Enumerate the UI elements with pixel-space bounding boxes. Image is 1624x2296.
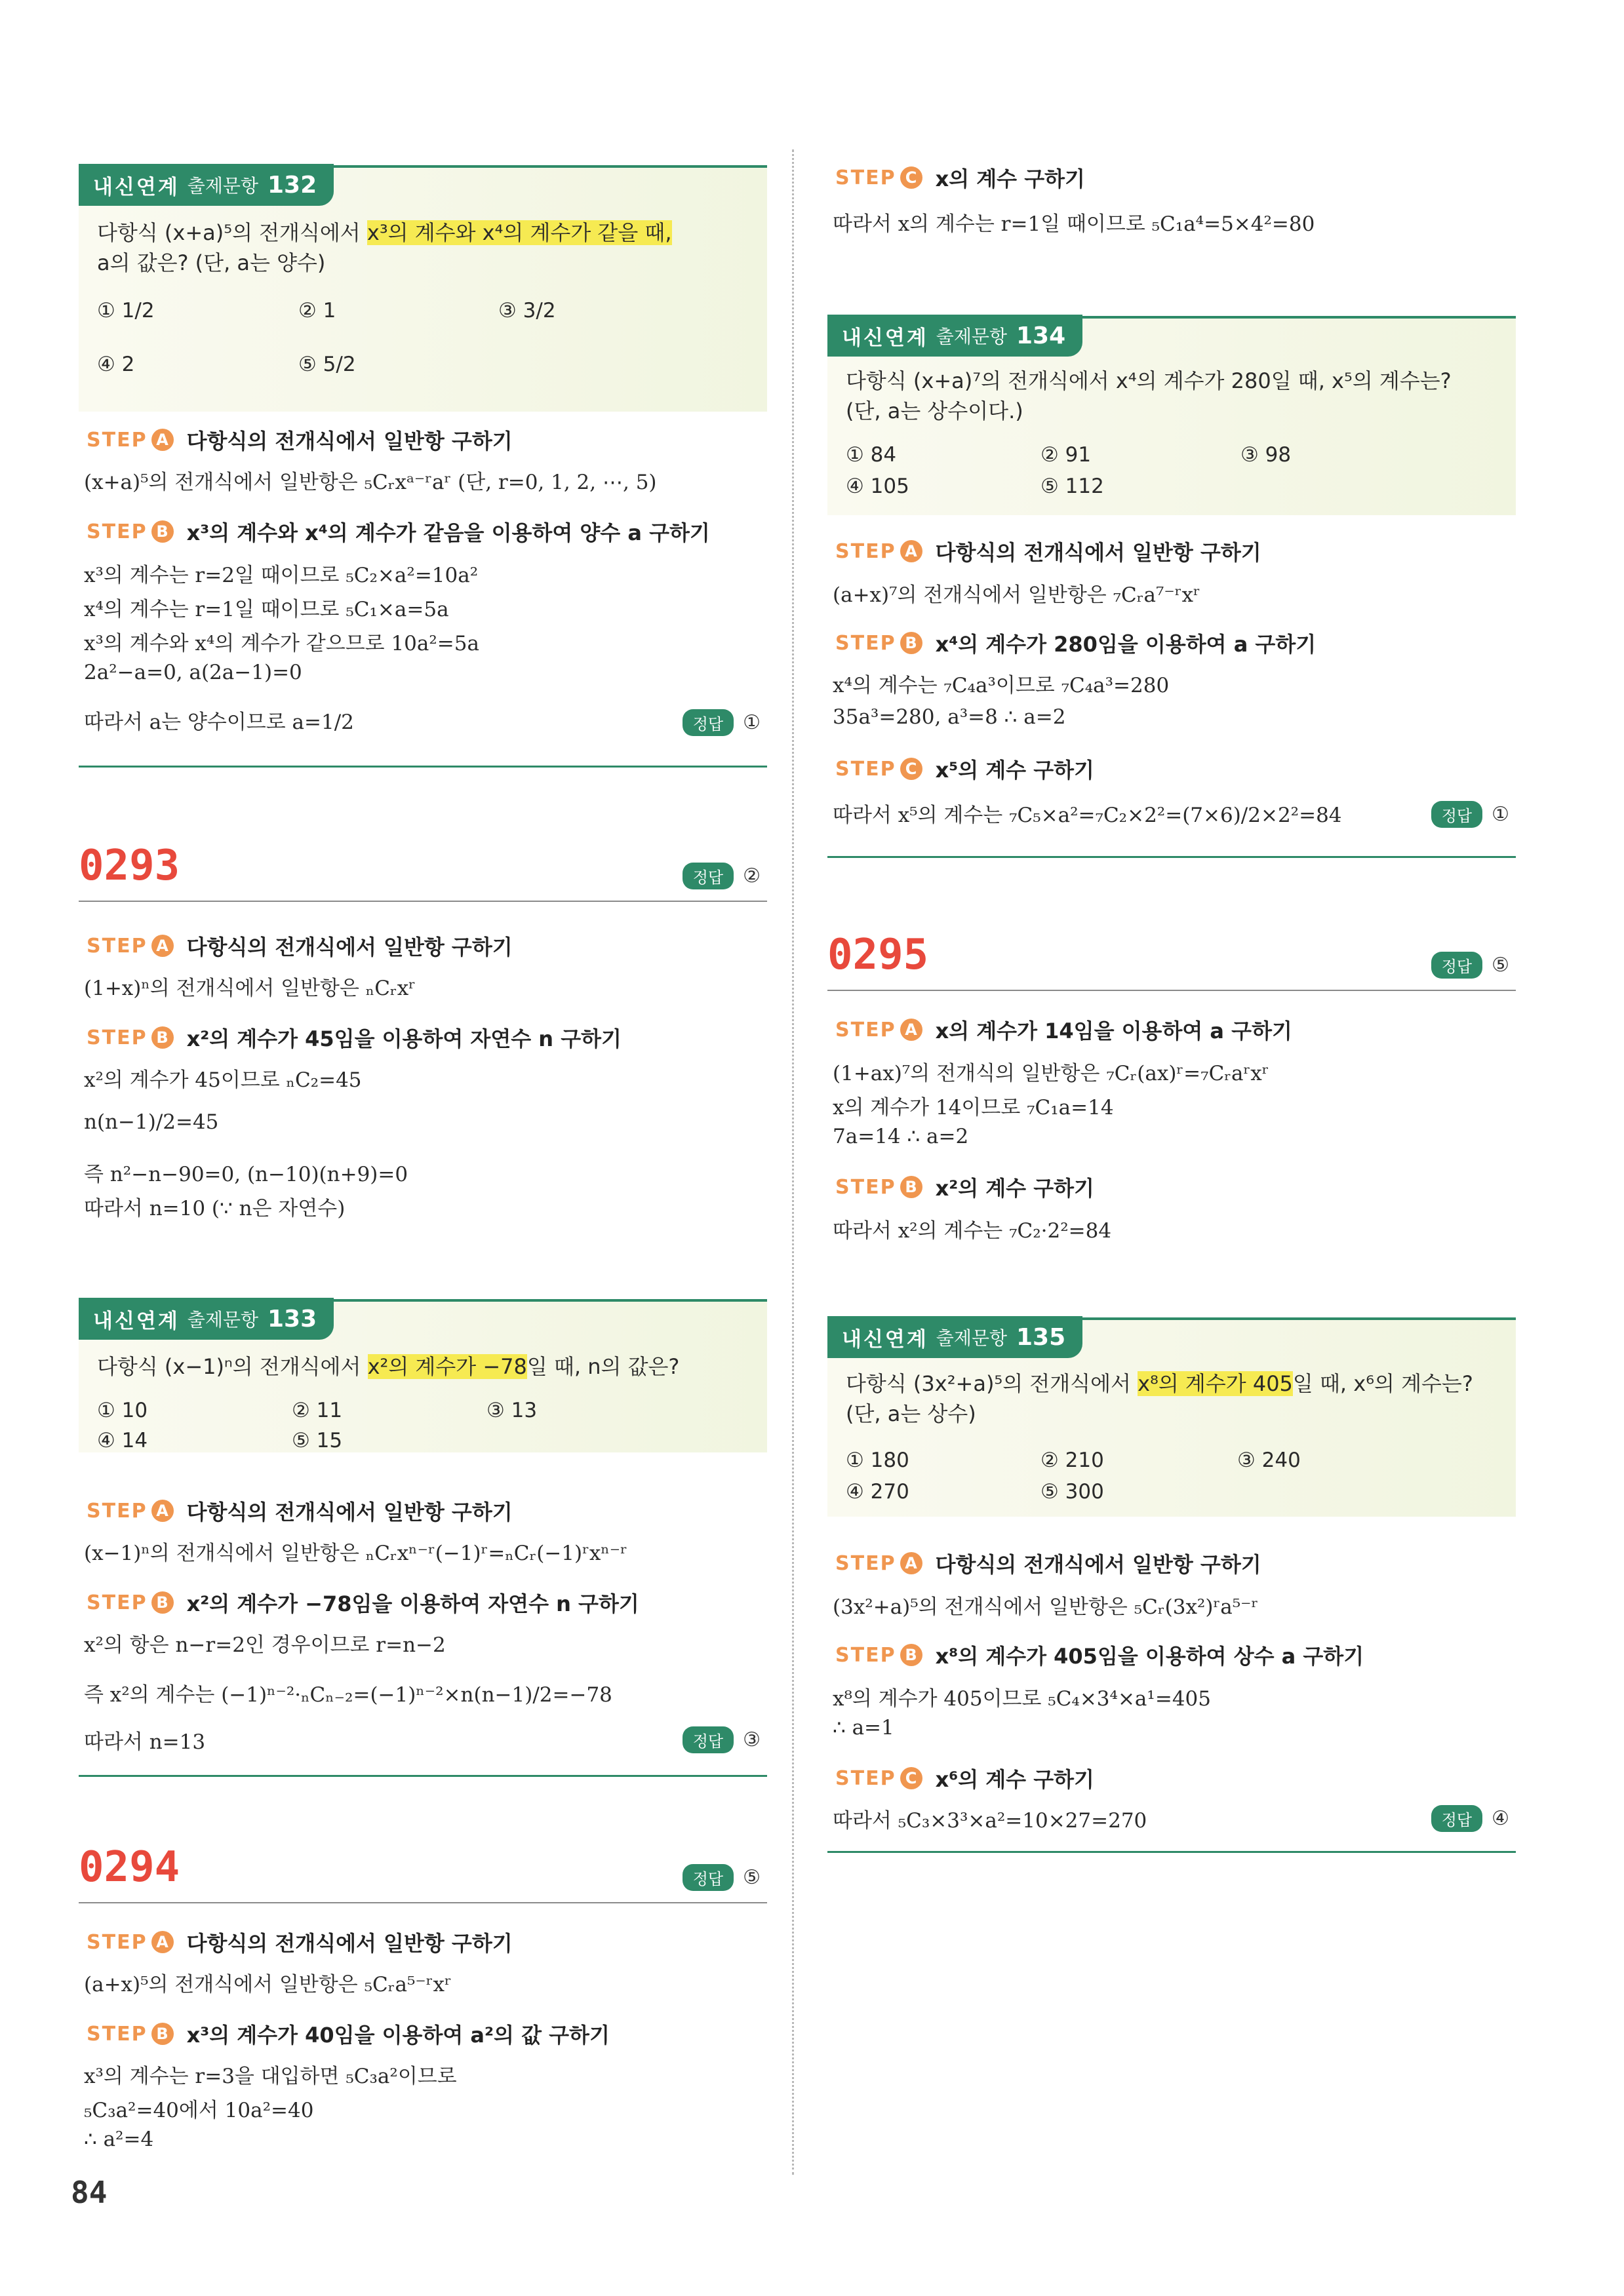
question-text: 다항식 (3x²+a)⁵의 전개식에서 x⁸의 계수가 405일 때, x⁶의 계수는? [846, 1371, 1473, 1396]
choice-4: ④ 105 [846, 475, 909, 498]
choice-2: ② 210 [1040, 1449, 1104, 1472]
choice-4: ④ 270 [846, 1480, 909, 1504]
choice-1: ① 84 [846, 443, 897, 467]
solution-line: (1+ax)⁷의 전개식의 일반항은 ₇Cᵣ(ax)ʳ=₇Cᵣaʳxʳ [833, 1062, 1269, 1085]
answer-marker: 정답 ⑤ [683, 1864, 761, 1891]
step-b-heading: STEP B x²의 계수가 −78임을 이용하여 자연수 n 구하기 [87, 1591, 639, 1616]
solution-line: 7a=14 ∴ a=2 [833, 1125, 969, 1148]
problem-box-132 [79, 165, 767, 412]
step-a-heading: STEP A 다항식의 전개식에서 일반항 구하기 [835, 1551, 1261, 1577]
solution-line: 2a²−a=0, a(2a−1)=0 [84, 661, 302, 684]
step-b-heading: STEP B x³의 계수와 x⁴의 계수가 같음을 이용하여 양수 a 구하기 [87, 520, 710, 545]
solution-line: 즉 x²의 계수는 (−1)ⁿ⁻²·ₙCₙ₋₂=(−1)ⁿ⁻²×n(n−1)/2=−78 [84, 1683, 612, 1707]
problem-box-134 [827, 316, 1516, 515]
question-text-2: a의 값은? (단, a는 양수) [97, 250, 326, 275]
choice-5: ⑤ 112 [1040, 475, 1104, 498]
choice-1: ① 180 [846, 1449, 909, 1472]
step-a-heading: STEP A 다항식의 전개식에서 일반항 구하기 [835, 539, 1261, 565]
question-text-2: (단, a는 상수이다.) [846, 399, 1023, 423]
step-c-heading: STEP C x의 계수 구하기 [835, 166, 1085, 191]
solution-line: 따라서 a는 양수이므로 a=1/2 [84, 710, 354, 734]
step-a-heading: STEP A 다항식의 전개식에서 일반항 구하기 [87, 1499, 513, 1525]
solution-line: x³의 계수와 x⁴의 계수가 같으므로 10a²=5a [84, 632, 479, 655]
choice-2: ② 91 [1040, 443, 1092, 467]
question-text-2: (단, a는 상수) [846, 1401, 976, 1426]
problem-number: 0294 [79, 1843, 180, 1892]
choice-1: ① 1/2 [97, 299, 155, 322]
highlight: x²의 계수가 −78 [367, 1354, 527, 1379]
solution-line: (3x²+a)⁵의 전개식에서 일반항은 ₅Cᵣ(3x²)ʳa⁵⁻ʳ [833, 1595, 1259, 1619]
solution-line: x³의 계수는 r=2일 때이므로 ₅C₂×a²=10a² [84, 564, 479, 587]
solution-line: ₅C₃a²=40에서 10a²=40 [84, 2099, 314, 2122]
solution-line: (1+x)ⁿ의 전개식에서 일반항은 ₙCᵣxʳ [84, 977, 416, 1000]
solution-line: 따라서 x의 계수는 r=1일 때이므로 ₅C₁a⁴=5×4²=80 [833, 212, 1315, 236]
answer-marker: 정답 ⑤ [1431, 952, 1509, 979]
answer-marker: 정답 ② [683, 863, 761, 889]
step-b-heading: STEP B x⁴의 계수가 280임을 이용하여 a 구하기 [835, 631, 1317, 657]
box-tag: 내신연계 출제문항 132 [79, 164, 334, 206]
solution-line: 따라서 ₅C₃×3³×a²=10×27=270 [833, 1809, 1147, 1833]
solution-line: n(n−1)/2=45 [84, 1110, 219, 1134]
choice-5: ⑤ 5/2 [298, 353, 356, 376]
step-c-heading: STEP C x⁶의 계수 구하기 [835, 1766, 1094, 1792]
solution-line: (a+x)⁷의 전개식에서 일반항은 ₇Cᵣa⁷⁻ʳxʳ [833, 583, 1200, 607]
solution-line: (x−1)ⁿ의 전개식에서 일반항은 ₙCᵣxⁿ⁻ʳ(−1)ʳ=ₙCᵣ(−1)ʳxⁿ⁻ʳ [84, 1542, 627, 1565]
choice-2: ② 11 [292, 1399, 343, 1422]
solution-line: 따라서 n=13 [84, 1730, 206, 1754]
page-number: 84 [71, 2175, 108, 2210]
answer-marker: 정답 ③ [683, 1726, 761, 1753]
answer-marker: 정답 ① [1431, 801, 1509, 828]
solution-line: 35a³=280, a³=8 ∴ a=2 [833, 705, 1066, 729]
problem-rule [827, 990, 1516, 991]
problem-rule [79, 901, 767, 902]
solution-line: ∴ a=1 [833, 1716, 894, 1740]
choice-5: ⑤ 300 [1040, 1480, 1104, 1504]
step-a-heading: STEP A x의 계수가 14임을 이용하여 a 구하기 [835, 1018, 1292, 1043]
step-a-heading: STEP A 다항식의 전개식에서 일반항 구하기 [87, 1930, 513, 1956]
step-c-heading: STEP C x⁵의 계수 구하기 [835, 757, 1094, 783]
problem-rule [79, 1902, 767, 1903]
step-b-heading: STEP B x²의 계수가 45임을 이용하여 자연수 n 구하기 [87, 1026, 622, 1051]
step-b-heading: STEP B x²의 계수 구하기 [835, 1175, 1094, 1201]
solution-line: (a+x)⁵의 전개식에서 일반항은 ₅Cᵣa⁵⁻ʳxʳ [84, 1973, 452, 1996]
step-b-heading: STEP B x⁸의 계수가 405임을 이용하여 상수 a 구하기 [835, 1643, 1364, 1669]
choice-4: ④ 14 [97, 1429, 148, 1452]
box-tag: 내신연계 출제문항 133 [79, 1298, 334, 1340]
solution-line: 따라서 x⁵의 계수는 ₇C₅×a²=₇C₂×2²=(7×6)/2×2²=84 [833, 804, 1342, 827]
section-rule [827, 856, 1516, 858]
problem-box-135 [827, 1317, 1516, 1517]
choice-5: ⑤ 15 [292, 1429, 343, 1452]
highlight: x⁸의 계수가 405 [1138, 1371, 1293, 1396]
choice-4: ④ 2 [97, 353, 135, 376]
question-text: 다항식 (x+a)⁵의 전개식에서 x³의 계수와 x⁴의 계수가 같을 때, [97, 220, 672, 245]
solution-line: x의 계수가 14이므로 ₇C₁a=14 [833, 1096, 1114, 1119]
step-a-heading: STEP A 다항식의 전개식에서 일반항 구하기 [87, 934, 513, 960]
question-text: 다항식 (x−1)ⁿ의 전개식에서 x²의 계수가 −78일 때, n의 값은? [97, 1354, 680, 1379]
solution-line: 따라서 x²의 계수는 ₇C₂·2²=84 [833, 1219, 1112, 1243]
solution-line: 따라서 n=10 (∵ n은 자연수) [84, 1197, 346, 1220]
problem-box-133 [79, 1299, 767, 1452]
solution-line: (x+a)⁵의 전개식에서 일반항은 ₅Cᵣxᵃ⁻ʳaʳ (단, r=0, 1, 2, ⋯, 5) [84, 471, 657, 494]
solution-line: x³의 계수는 r=3을 대입하면 ₅C₃a²이므로 [84, 2065, 457, 2088]
choice-2: ② 1 [298, 299, 336, 322]
column-divider [792, 149, 794, 2175]
box-tag: 내신연계 출제문항 134 [827, 315, 1082, 357]
solution-line: x⁴의 계수는 ₇C₄a³이므로 ₇C₄a³=280 [833, 674, 1170, 697]
step-b-heading: STEP B x³의 계수가 40임을 이용하여 a²의 값 구하기 [87, 2022, 610, 2048]
solution-line: x⁴의 계수는 r=1일 때이므로 ₅C₁×a=5a [84, 598, 449, 621]
solution-line: ∴ a²=4 [84, 2128, 154, 2151]
answer-marker: 정답 ④ [1431, 1805, 1509, 1832]
choice-3: ③ 3/2 [498, 299, 556, 322]
solution-line: 즉 n²−n−90=0, (n−10)(n+9)=0 [84, 1163, 408, 1186]
choice-1: ① 10 [97, 1399, 148, 1422]
section-rule [79, 766, 767, 768]
step-a-heading: STEP A 다항식의 전개식에서 일반항 구하기 [87, 428, 513, 454]
solution-line: x²의 계수가 45이므로 ₙC₂=45 [84, 1068, 362, 1092]
solution-line: x⁸의 계수가 405이므로 ₅C₄×3⁴×a¹=405 [833, 1687, 1211, 1711]
section-rule [79, 1775, 767, 1777]
solution-line: x²의 항은 n−r=2인 경우이므로 r=n−2 [84, 1633, 446, 1657]
highlight: x³의 계수와 x⁴의 계수가 같을 때, [366, 220, 672, 245]
problem-number: 0293 [79, 842, 180, 890]
box-tag: 내신연계 출제문항 135 [827, 1316, 1082, 1358]
answer-marker: 정답 ① [683, 709, 761, 736]
section-rule [827, 1851, 1516, 1853]
problem-number: 0295 [827, 931, 929, 979]
question-text: 다항식 (x+a)⁷의 전개식에서 x⁴의 계수가 280일 때, x⁵의 계수는? [846, 368, 1452, 393]
choice-3: ③ 98 [1240, 443, 1292, 467]
choice-3: ③ 240 [1237, 1449, 1301, 1472]
choice-3: ③ 13 [486, 1399, 538, 1422]
